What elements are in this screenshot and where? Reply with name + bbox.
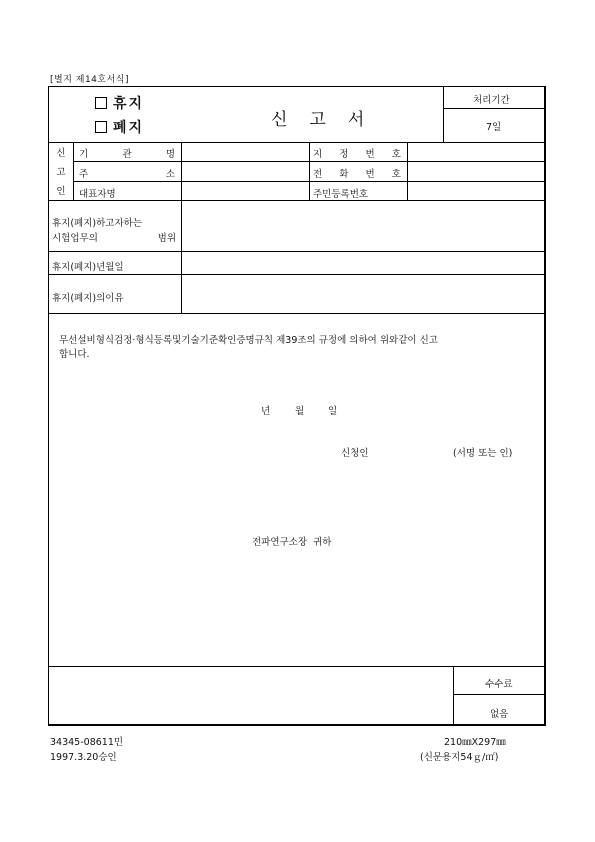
scope-label-line2: 시험업무의 범위 — [52, 233, 176, 244]
applicant-signature-label: 신청인 — [341, 448, 369, 459]
fee-label: 수수료 — [485, 679, 513, 690]
paper-size: 210㎜X297㎜ — [444, 737, 506, 748]
document-title: 신고서 — [271, 110, 387, 130]
approval-date: 1997.3.20승인 — [50, 752, 117, 763]
resident-number-label: 주민등록번호 — [313, 189, 369, 200]
designation-number-label: 지 정 번 호 — [313, 149, 401, 160]
form-code: 34345-08611민 — [50, 737, 124, 748]
representative-field[interactable] — [182, 182, 308, 200]
suspension-date-field[interactable] — [182, 252, 544, 273]
statement-line1: 무선설비형식검정·형식등록및기술기준확인증명규칙 제39조의 규정에 의하여 위와같이 신고 — [59, 335, 438, 346]
suspension-reason-label: 휴지(폐지)의이유 — [52, 293, 124, 304]
statement-line2: 합니다. — [59, 349, 90, 360]
applicant-signature-field[interactable] — [379, 439, 449, 457]
institution-name-label: 기 관 명 — [79, 149, 175, 160]
suspension-label: 휴지 — [113, 96, 145, 112]
scope-field[interactable] — [182, 201, 544, 250]
form-frame — [48, 86, 546, 726]
institution-name-field[interactable] — [182, 143, 308, 161]
processing-period-value: 7일 — [486, 122, 502, 133]
abolition-checkbox-row[interactable] — [95, 117, 144, 137]
phone-number-field[interactable] — [408, 162, 544, 180]
checkbox-icon[interactable] — [95, 97, 107, 109]
designation-number-field[interactable] — [408, 143, 544, 161]
address-field[interactable] — [182, 162, 308, 180]
representative-label: 대표자명 — [79, 189, 116, 200]
recipient: 전파연구소장 귀하 — [252, 537, 332, 548]
suspension-reason-field[interactable] — [182, 275, 544, 312]
date-year: 년 — [261, 406, 271, 417]
phone-number-label: 전 화 번 호 — [313, 169, 401, 180]
fee-value: 없음 — [490, 709, 509, 720]
scope-label-line1: 휴지(폐지)하고자하는 — [52, 218, 143, 229]
processing-period-label: 처리기간 — [473, 95, 510, 106]
resident-number-field[interactable] — [408, 182, 544, 200]
date-month: 월 — [295, 406, 305, 417]
signature-note: (서명 또는 인) — [453, 448, 513, 459]
paper-spec: (신문용지54ｇ/㎡) — [420, 752, 499, 763]
abolition-label: 폐지 — [113, 120, 145, 136]
suspension-checkbox-row[interactable] — [95, 93, 144, 113]
form-number-label: [별지 제14호서식] — [50, 75, 129, 85]
address-label: 주 소 — [79, 169, 175, 180]
suspension-date-label: 휴지(폐지)년월일 — [52, 262, 124, 273]
date-day: 일 — [328, 406, 338, 417]
applicant-side-label: 신 고 인 — [56, 147, 66, 198]
checkbox-icon[interactable] — [95, 121, 107, 133]
